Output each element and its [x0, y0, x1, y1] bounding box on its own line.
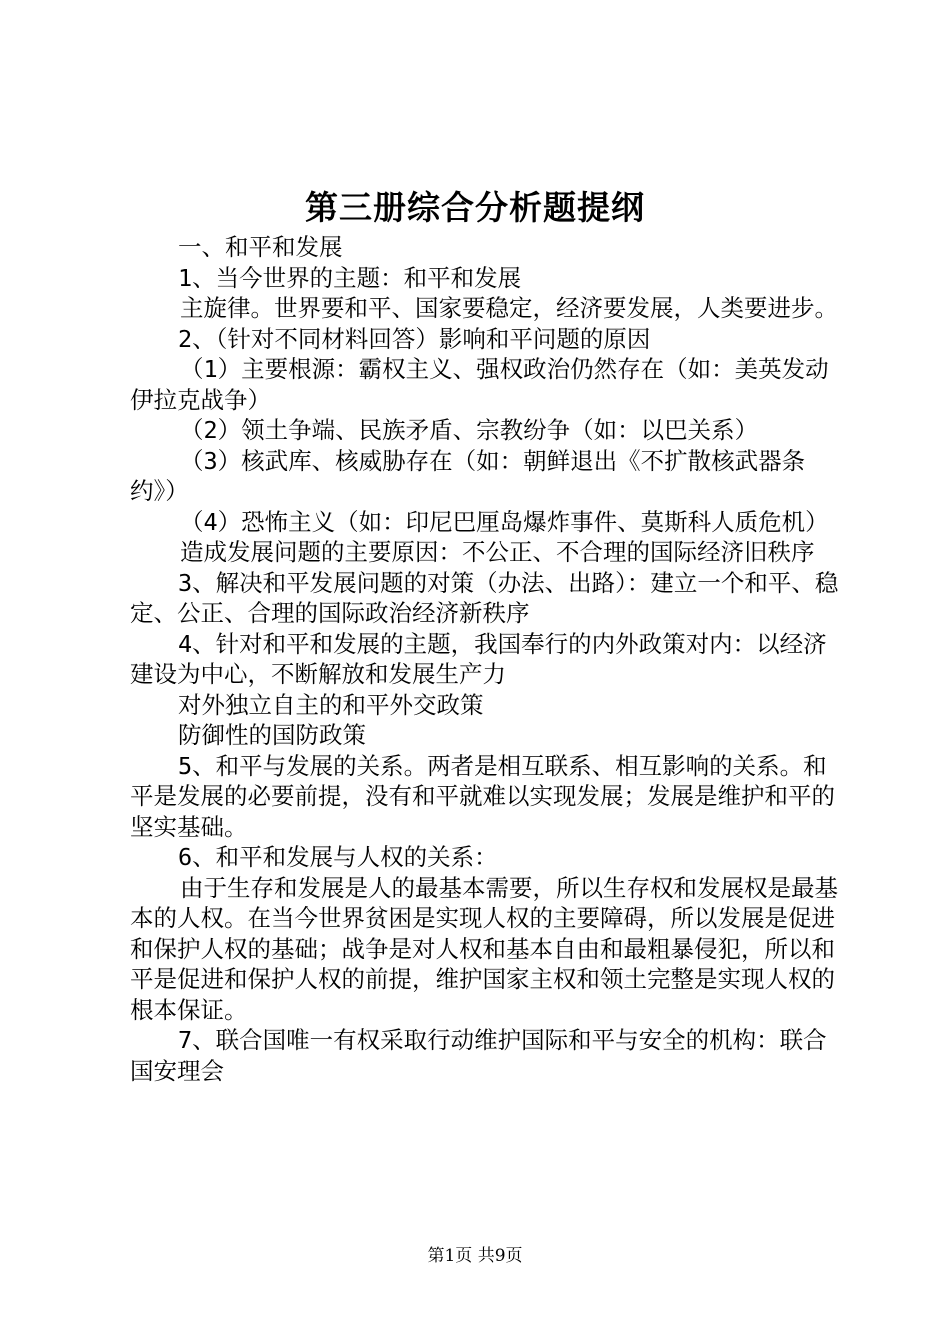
paragraph: 5、和平与发展的关系。两者是相互联系、相互影响的关系。和平是发展的必要前提，没有和平就难以实现发展；发展是维护和平的坚实基础。	[130, 751, 835, 841]
paragraph: 1、当今世界的主题：和平和发展	[178, 263, 522, 292]
paragraph: 7、联合国唯一有权采取行动维护国际和平与安全的机构：联合国安理会	[130, 1026, 827, 1085]
document-body	[130, 232, 840, 1086]
paragraph: （2）领土争端、民族矛盾、宗教纷争（如：以巴关系）	[180, 416, 759, 444]
paragraph: 由于生存和发展是人的最基本需要，所以生存权和发展权是最基本的人权。在当今世界贫困是实现人权的主要障碍，所以发展是促进和保护人权的基础；战争是对人权和基本自由和最粗暴侵犯，所以和平是促进和保护人权的前提，维护国家主权和领土完整是实现人权的根本保证。	[130, 873, 838, 1024]
paragraph: （4）恐怖主义（如：印尼巴厘岛爆炸事件、莫斯科人质危机）	[180, 507, 829, 536]
paragraph: （3）核武库、核威胁存在（如：朝鲜退出《不扩散核武器条约》）	[130, 446, 806, 505]
paragraph: 主旋律。世界要和平、国家要稳定，经济要发展，人类要进步。	[180, 294, 838, 322]
document-title: 第三册综合分析题提纲	[305, 188, 645, 227]
paragraph: 造成发展问题的主要原因：不公正、不合理的国际经济旧秩序	[180, 538, 815, 566]
paragraph: 防御性的国防政策	[178, 721, 366, 749]
paragraph: 一、和平和发展	[178, 233, 343, 261]
page-footer: 第1页 共9页	[427, 1246, 523, 1266]
paragraph: 对外独立自主的和平外交政策	[178, 690, 484, 719]
paragraph: 4、针对和平和发展的主题，我国奉行的内外政策对内：以经济建设为中心，不断解放和发展生产力	[130, 629, 827, 688]
paragraph: 3、解决和平发展问题的对策（办法、出路）：建立一个和平、稳定、公正、合理的国际政治经济新秩序	[130, 568, 839, 627]
paragraph: 6、和平和发展与人权的关系：	[178, 843, 498, 871]
paragraph: （1）主要根源：霸权主义、强权政治仍然存在（如：美英发动伊拉克战争）	[130, 355, 829, 414]
paragraph: 2、（针对不同材料回答）影响和平问题的原因	[178, 324, 651, 353]
